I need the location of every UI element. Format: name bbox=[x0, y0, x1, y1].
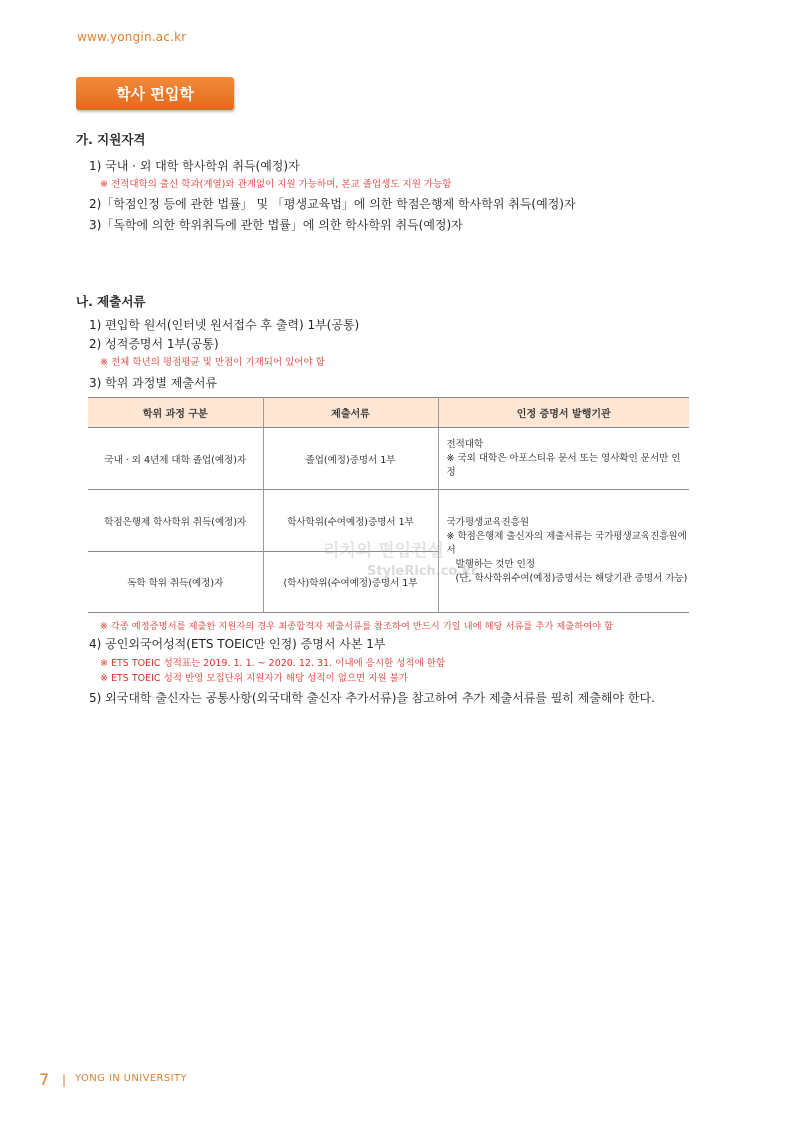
eligibility-item-3: 3)「독학에 의한 학위취득에 관한 법률」에 의한 학사학위 취득(예정)자 bbox=[89, 218, 463, 232]
documents-item-3: 3) 학위 과정별 제출서류 bbox=[89, 376, 218, 390]
documents-item-4: 4) 공인외국어성적(ETS TOEIC만 인정) 증명서 사본 1부 bbox=[89, 637, 386, 651]
table-header-issuer: 인정 증명서 발행기관 bbox=[438, 398, 689, 428]
section-banner bbox=[76, 77, 234, 110]
table-cell-issuer-merged bbox=[438, 490, 689, 613]
documents-item-2: 2) 성적증명서 1부(공통) bbox=[89, 337, 219, 351]
documents-note-2: ※ 전체 학년의 평점평균 및 만점이 기재되어 있어야 함 bbox=[100, 357, 325, 368]
documents-table bbox=[88, 397, 689, 613]
eligibility-item-1: 1) 국내 · 외 대학 학사학위 취득(예정)자 bbox=[89, 159, 300, 173]
issuer-line: ※ 국외 대학은 아포스티유 문서 또는 영사확인 문서만 인정 bbox=[446, 452, 681, 478]
toeic-note-1: ※ ETS TOEIC 성적표는 2019. 1. 1. ~ 2020. 12. 31. 이내에 응시한 성적에 한함 bbox=[100, 658, 446, 669]
eligibility-item-2: 2)「학점인정 등에 관한 법률」 및 「평생교육법」에 의한 학점은행제 학사학위 취득(예정)자 bbox=[89, 197, 576, 211]
issuer-line: 전적대학 bbox=[446, 438, 484, 450]
table-note: ※ 각종 예정증명서를 제출한 지원자의 경우 최종합격자 제출서류를 참조하여 반드시 기일 내에 해당 서류를 추가 제출하여야 함 bbox=[100, 621, 614, 632]
site-url[interactable]: www.yongin.ac.kr bbox=[77, 30, 187, 44]
heading-eligibility: 가. 지원자격 bbox=[76, 132, 146, 147]
watermark-site: StyleRich.co.kr bbox=[367, 564, 478, 579]
issuer-line: 국가평생교육진흥원 bbox=[446, 517, 530, 528]
table-header-document: 제출서류 bbox=[263, 398, 438, 428]
table-cell-category: 학점은행제 학사학위 취득(예정)자 bbox=[88, 490, 263, 552]
eligibility-note: ※ 전적대학의 출신 학과(계열)와 관계없이 지원 가능하며, 본교 졸업생도 지원 가능함 bbox=[100, 179, 452, 190]
footer-separator: | bbox=[62, 1073, 67, 1087]
documents-item-5: 5) 외국대학 출신자는 공통사항(외국대학 출신자 추가서류)을 참고하여 추가 제출서류를 필히 제출해야 한다. bbox=[89, 691, 655, 705]
table-header-category: 학위 과정 구분 bbox=[88, 398, 263, 428]
issuer-line: 발행하는 것만 인정 bbox=[446, 559, 536, 570]
documents-item-1: 1) 편입학 원서(인터넷 원서접수 후 출력) 1부(공통) bbox=[89, 318, 360, 332]
table-cell-issuer bbox=[438, 428, 689, 490]
table-row bbox=[88, 428, 689, 490]
heading-documents: 나. 제출서류 bbox=[76, 294, 146, 309]
table-cell-document: 졸업(예정)증명서 1부 bbox=[263, 428, 438, 490]
table-cell-category: 독학 학위 취득(예정)자 bbox=[88, 552, 263, 613]
issuer-line: ※ 학점은행제 출신자의 제출서류는 국가평생교육진흥원에서 bbox=[446, 531, 687, 556]
table-cell-document: (학사)학위(수여예정)증명서 1부 bbox=[263, 552, 438, 613]
footer-university: YONG IN UNIVERSITY bbox=[75, 1073, 188, 1084]
section-banner-title: 학사 편입학 bbox=[116, 85, 194, 103]
table-cell-document: 학사학위(수여예정)증명서 1부 bbox=[263, 490, 438, 552]
table-cell-category: 국내 · 외 4년제 대학 졸업(예정)자 bbox=[88, 428, 263, 490]
watermark-text: 리치의 편입컨설 bbox=[323, 541, 444, 561]
toeic-note-2: ※ ETS TOEIC 성적 반영 모집단위 지원자가 해당 성적이 없으면 지원 불가 bbox=[100, 673, 408, 684]
table-header-row bbox=[88, 398, 689, 428]
issuer-line: (단, 학사학위수여(예정)증명서는 해당기관 증명서 가능) bbox=[446, 573, 688, 584]
page-number: 7 bbox=[39, 1070, 50, 1089]
